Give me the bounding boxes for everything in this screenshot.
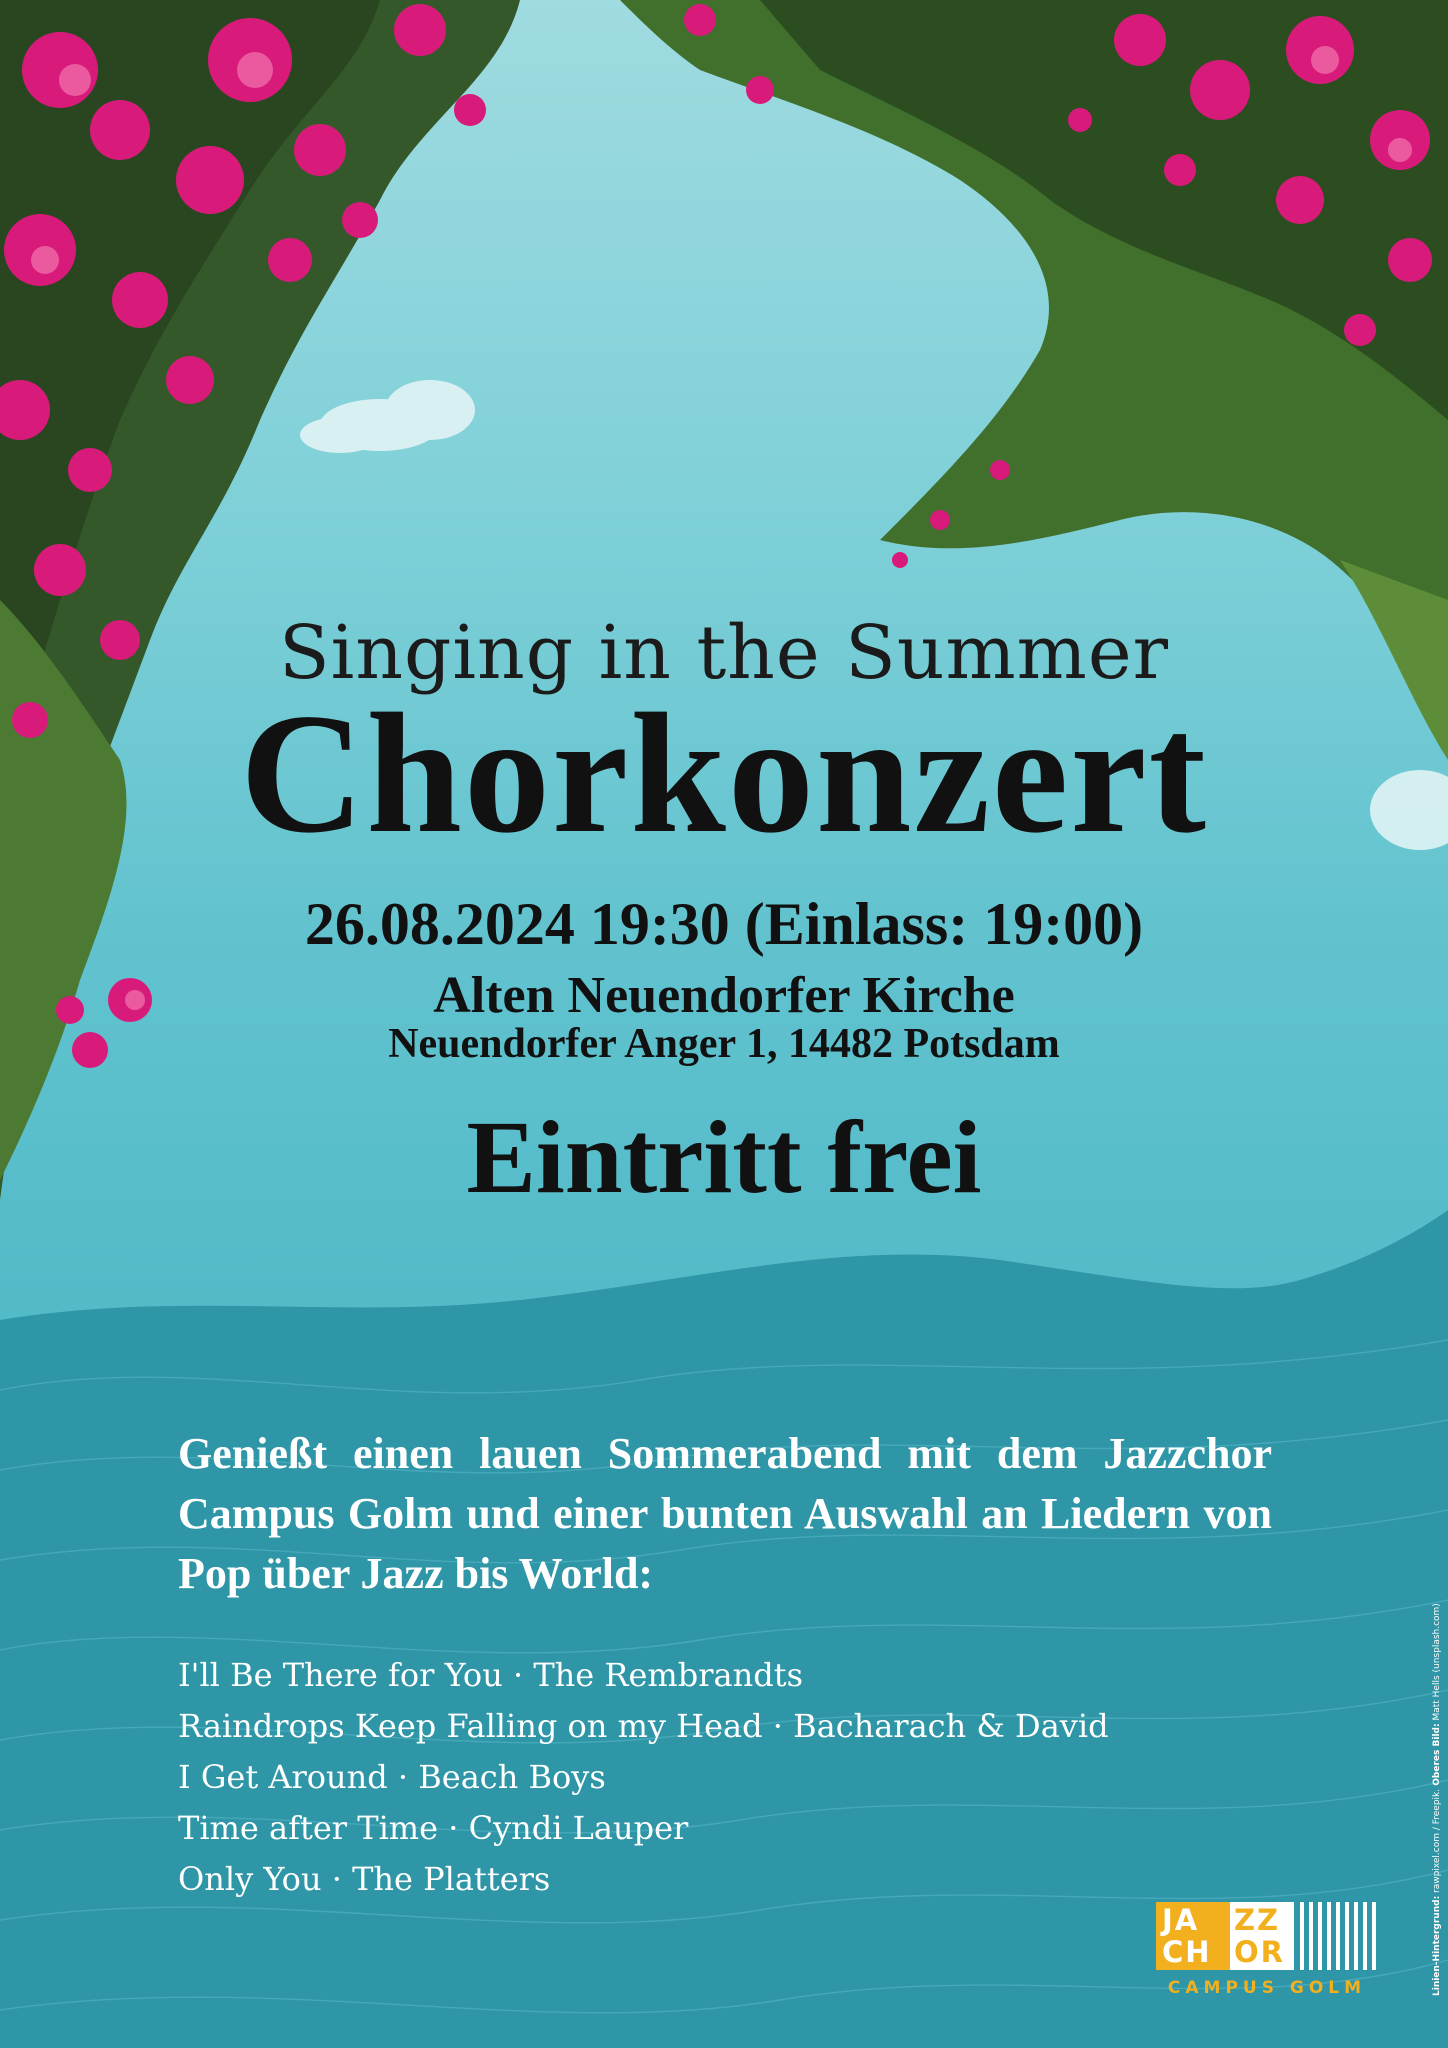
logo-white-block — [1230, 1902, 1294, 1970]
logo-letters: JA — [1162, 1903, 1200, 1937]
song-list — [178, 1650, 1109, 1905]
song-item: I'll Be There for You · The Rembrandts — [178, 1656, 803, 1694]
logo-mark — [1156, 1902, 1378, 1970]
jazzchor-logo — [1156, 1902, 1378, 2002]
logo-yellow-block — [1156, 1902, 1230, 1970]
logo-caption: CAMPUS GOLM — [1167, 1978, 1367, 1998]
song-item: Raindrops Keep Falling on my Head · Bacharach & David — [178, 1707, 1109, 1745]
logo-letters: OR — [1234, 1935, 1285, 1969]
credit-label: Oberes Bild: — [1432, 1723, 1442, 1789]
song-item: Only You · The Platters — [178, 1860, 551, 1898]
event-subtitle: Singing in the Summer — [278, 610, 1170, 696]
song-item: I Get Around · Beach Boys — [178, 1758, 606, 1796]
event-date-time: 26.08.2024 19:30 (Einlass: 19:00) — [304, 891, 1144, 957]
event-title: Chorkonzert — [240, 679, 1208, 869]
intro-text: Genießt einen lauen Sommerabend mit dem Jazzchor Campus Golm und einer bunten Auswahl an Liedern von Pop über Jazz bis World: — [178, 1429, 1272, 1598]
song-item: Time after Time · Cyndi Lauper — [178, 1809, 689, 1847]
credit-label: Linien-Hintergrund: — [1432, 1895, 1442, 1996]
event-venue: Alten Neuendorfer Kirche — [433, 967, 1015, 1024]
logo-letters: CH — [1162, 1935, 1212, 1969]
credit-text: rawpixel.com / Freepik. — [1432, 1788, 1442, 1896]
logo-letters: ZZ — [1234, 1903, 1281, 1937]
credit-text: Matt Hells (unsplash.com) — [1432, 1603, 1442, 1724]
entry-note: Eintritt frei — [466, 1100, 982, 1215]
event-address: Neuendorfer Anger 1, 14482 Potsdam — [388, 1021, 1060, 1067]
logo-barcode-icon — [1300, 1902, 1378, 1970]
image-credit — [1432, 1586, 1442, 1996]
